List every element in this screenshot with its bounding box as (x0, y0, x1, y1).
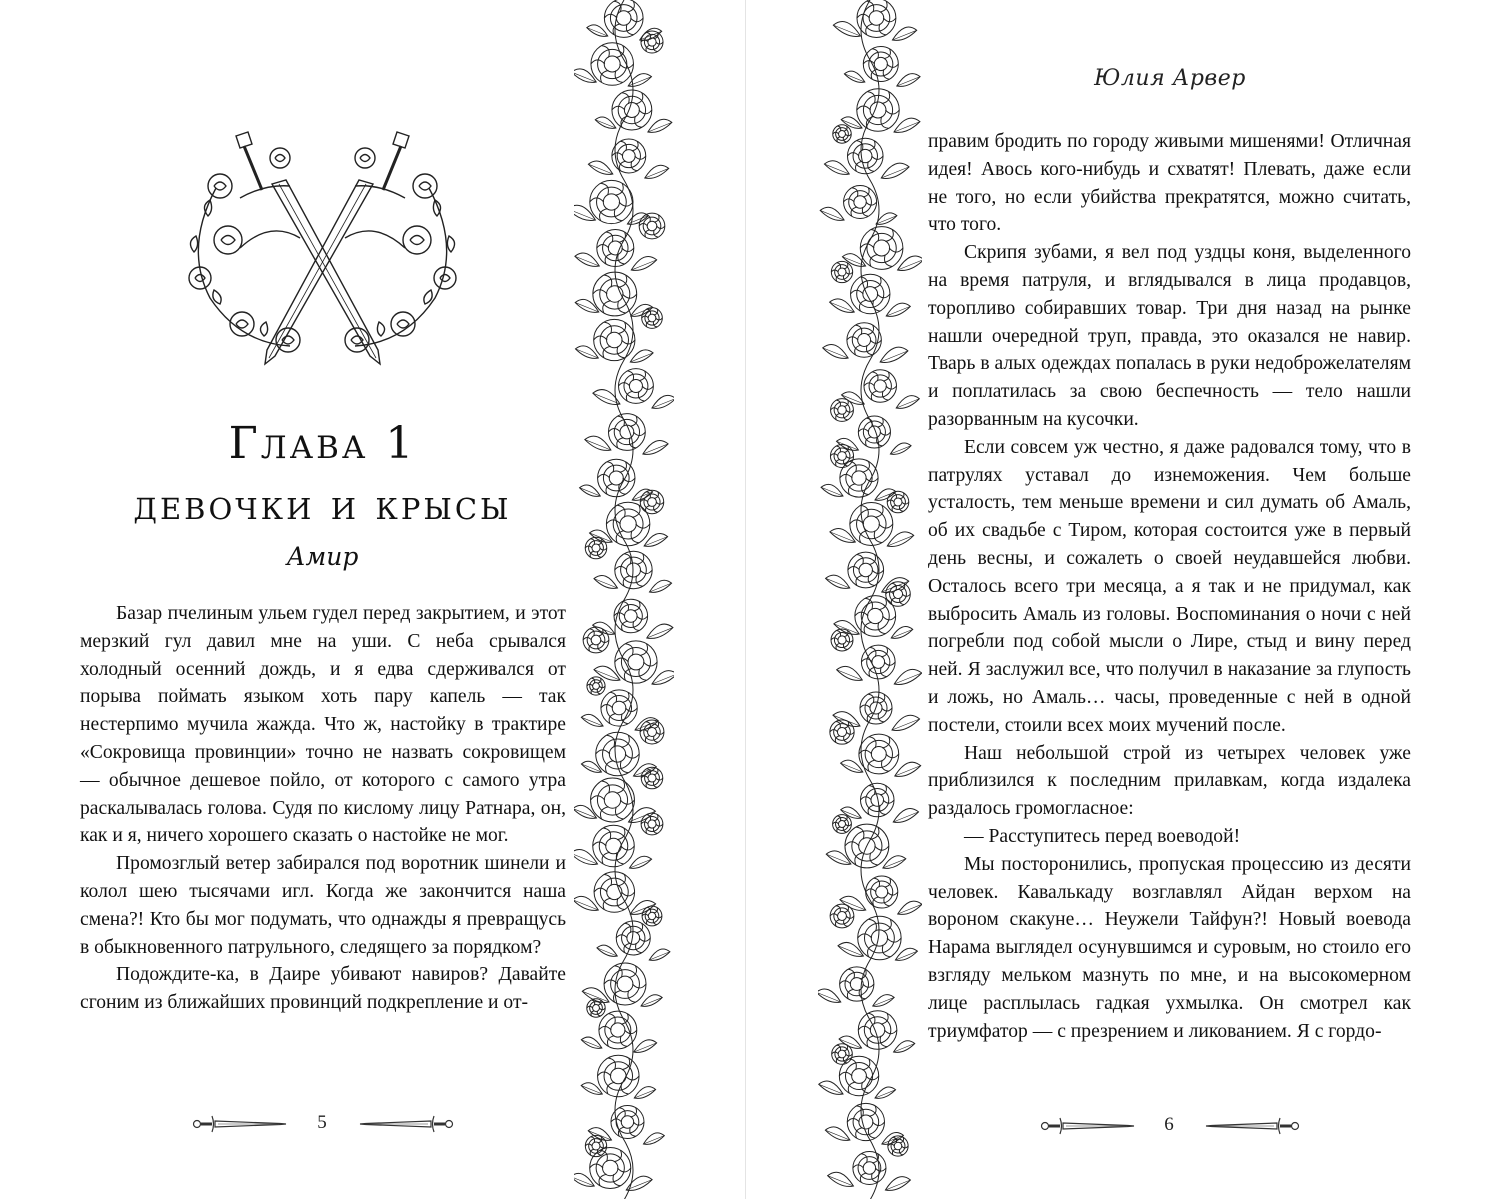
chapter-title-number: Глава 1 (228, 418, 417, 469)
crossed-swords-roses-emblem (180, 128, 465, 368)
sword-ornament-right-icon (1204, 1114, 1300, 1138)
sword-ornament-left-icon (192, 1112, 288, 1136)
sword-ornament-right-icon (358, 1112, 454, 1136)
right-body-text (928, 128, 1411, 1045)
paragraph: Подождите-ка, в Даире убивают навиров? Давайте сгоним из ближайших провинций подкрепление и от- (80, 964, 566, 1014)
dialogue-line: — Расступитесь перед воеводой! (964, 825, 1241, 847)
paragraph: Мы посторонились, пропуская процессию из десяти человек. Кавалькаду возглавлял Айдан верхом на вороном скакуне… Неужели Тайфун?! Новый воевода Нарама выглядел осунувшимся и суровым, но стоило его взгляду мельком мазнуть по мне, и на высокомерном лице расплылась гадкая ухмылка. Он смотрел как триумфатор — с презрением и ликованием. Я с гордо- (928, 853, 1411, 1042)
paragraph: Скрипя зубами, я вел под уздцы коня, выделенного на время патруля, и вглядывался в лица продавцов, торопливо собиравших товар. Три дня назад на рынке нашли очередной труп, правда, это оказался не навир. Тварь в алых одеждах попалась в руки недоброжелателям и поплатилась за свою беспечность — тело нашли разорванным на кусочки. (928, 242, 1411, 430)
left-body-text (80, 600, 566, 1017)
floral-border-left (574, 0, 674, 1199)
chapter-pov-name: Амир (286, 542, 359, 571)
paragraph: Наш небольшой строй из четырех человек уже приблизился к последним прилавкам, когда издалека раздалось громогласное: (928, 742, 1411, 820)
paragraph: Базар пчелиным ульем гудел перед закрытием, и этот мерзкий гул давил мне на уши. С неба срывался холодный осенний дождь, и я едва сдерживался от порыва поймать языком хоть пару капель — так нестерпимо мучила жажда. Что ж, настойку в трактире «Сокровища провинции» точно не назвать сокровищем — обычное дешевое пойло, от которого с самого утра раскалывалась голова. Судя по кислому лицу Ратнара, он, как и я, ничего хорошего сказать о настойке не мог. (80, 603, 566, 847)
paragraph: Если совсем уж честно, я даже радовался тому, что в патрулях уставал до изнеможения. Чем больше усталость, тем меньше времени и сил думать об Амаль, об их свадьбе с Тиром, которая состоится уже в первый день весны, и сожалеть о своей неудавшейся любви. Осталось всего три месяца, а я так и не придумал, как выбросить Амаль из головы. Воспоминания о ночи с ней погребли под собой мысли о Лире, стыд и вину перед ней. Я заслужил все, что получил в наказание за глупость и ложь, но Амаль… часы, проведенные с ней в одной постели, стоили всех моих мучений после. (928, 436, 1411, 736)
paragraph: правим бродить по городу живыми мишенями! Отличная идея! Авось кого-нибудь и схватят! Плевать, даже если не того, но если убийства прекратятся, можно считать, что того. (928, 131, 1411, 236)
chapter-title-name: девочки и крысы (133, 480, 512, 529)
sword-ornament-left-icon (1040, 1114, 1136, 1138)
page-number: 6 (1164, 1114, 1174, 1135)
floral-border-right (818, 0, 922, 1199)
paragraph: Промозглый ветер забирался под воротник шинели и колол шею тысячами игл. Когда же закончится наша смена?! Кто бы мог подумать, что однажды я превращусь в обыкновенного патрульного, следящего за порядком? (80, 853, 566, 958)
page-number: 5 (317, 1112, 327, 1133)
running-header-author: Юлия Арвер (1094, 66, 1246, 91)
